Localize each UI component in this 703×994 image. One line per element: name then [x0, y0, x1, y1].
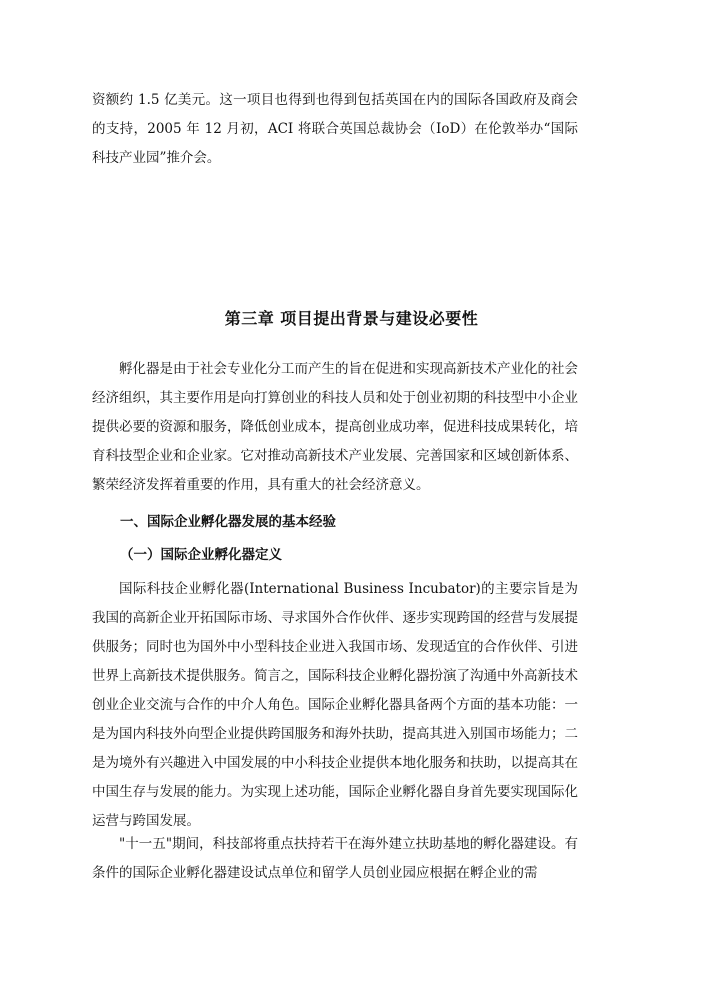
top-paragraph: 资额约 1.5 亿美元。这一项目也得到也得到包括英国在内的国际各国政府及商会的支持，2005 年 12 月初，ACI 将联合英国总裁协会（IoD）在伦敦举办“国际科技产业园”推介会。: [92, 92, 578, 166]
definition-paragraph: 国际科技企业孵化器(International Business Incubator)的主要宗旨是为我国的高新企业开拓国际市场、寻求国外合作伙伴、逐步实现跨国的经营与发展提供服务；同时也为国外中小型科技企业进入我国市场、发现适宜的合作伙伴、引进世界上高新技术提供服务。简言之，国际科技企业孵化器扮演了沟通中外高新技术创业企业交流与合作的中介人角色。国际企业孵化器具备两个方面的基本功能：一是为国内科技外向型企业提供跨国服务和海外扶助，提高其进入别国市场能力；二是为境外有兴趣进入中国发展的中小科技企业提供本地化服务和扶助，以提高其在中国生存与发展的能力。为实现上述功能，国际企业孵化器自身首先要实现国际化运营与跨国发展。: [92, 581, 578, 829]
section-heading: 一、国际企业孵化器发展的基本经验: [120, 514, 336, 530]
plan-paragraph: "十一五"期间，科技部将重点扶持若干在海外建立扶助基地的孵化器建设。有条件的国际企业孵化器建设试点单位和留学人员创业园应根据在孵企业的需: [92, 836, 578, 881]
chapter-title: 第三章 项目提出背景与建设必要性: [224, 309, 479, 328]
intro-paragraph: 孵化器是由于社会专业化分工而产生的旨在促进和实现高新技术产业化的社会经济组织，其主要作用是向打算创业的科技人员和处于创业初期的科技型中小企业提供必要的资源和服务，降低创业成本，提高创业成功率，促进科技成果转化，培育科技型企业和企业家。它对推动高新技术产业发展、完善国家和区域创新体系、繁荣经济发挥着重要的作用，具有重大的社会经济意义。: [92, 361, 578, 493]
subsection-heading: （一）国际企业孵化器定义: [120, 547, 282, 563]
